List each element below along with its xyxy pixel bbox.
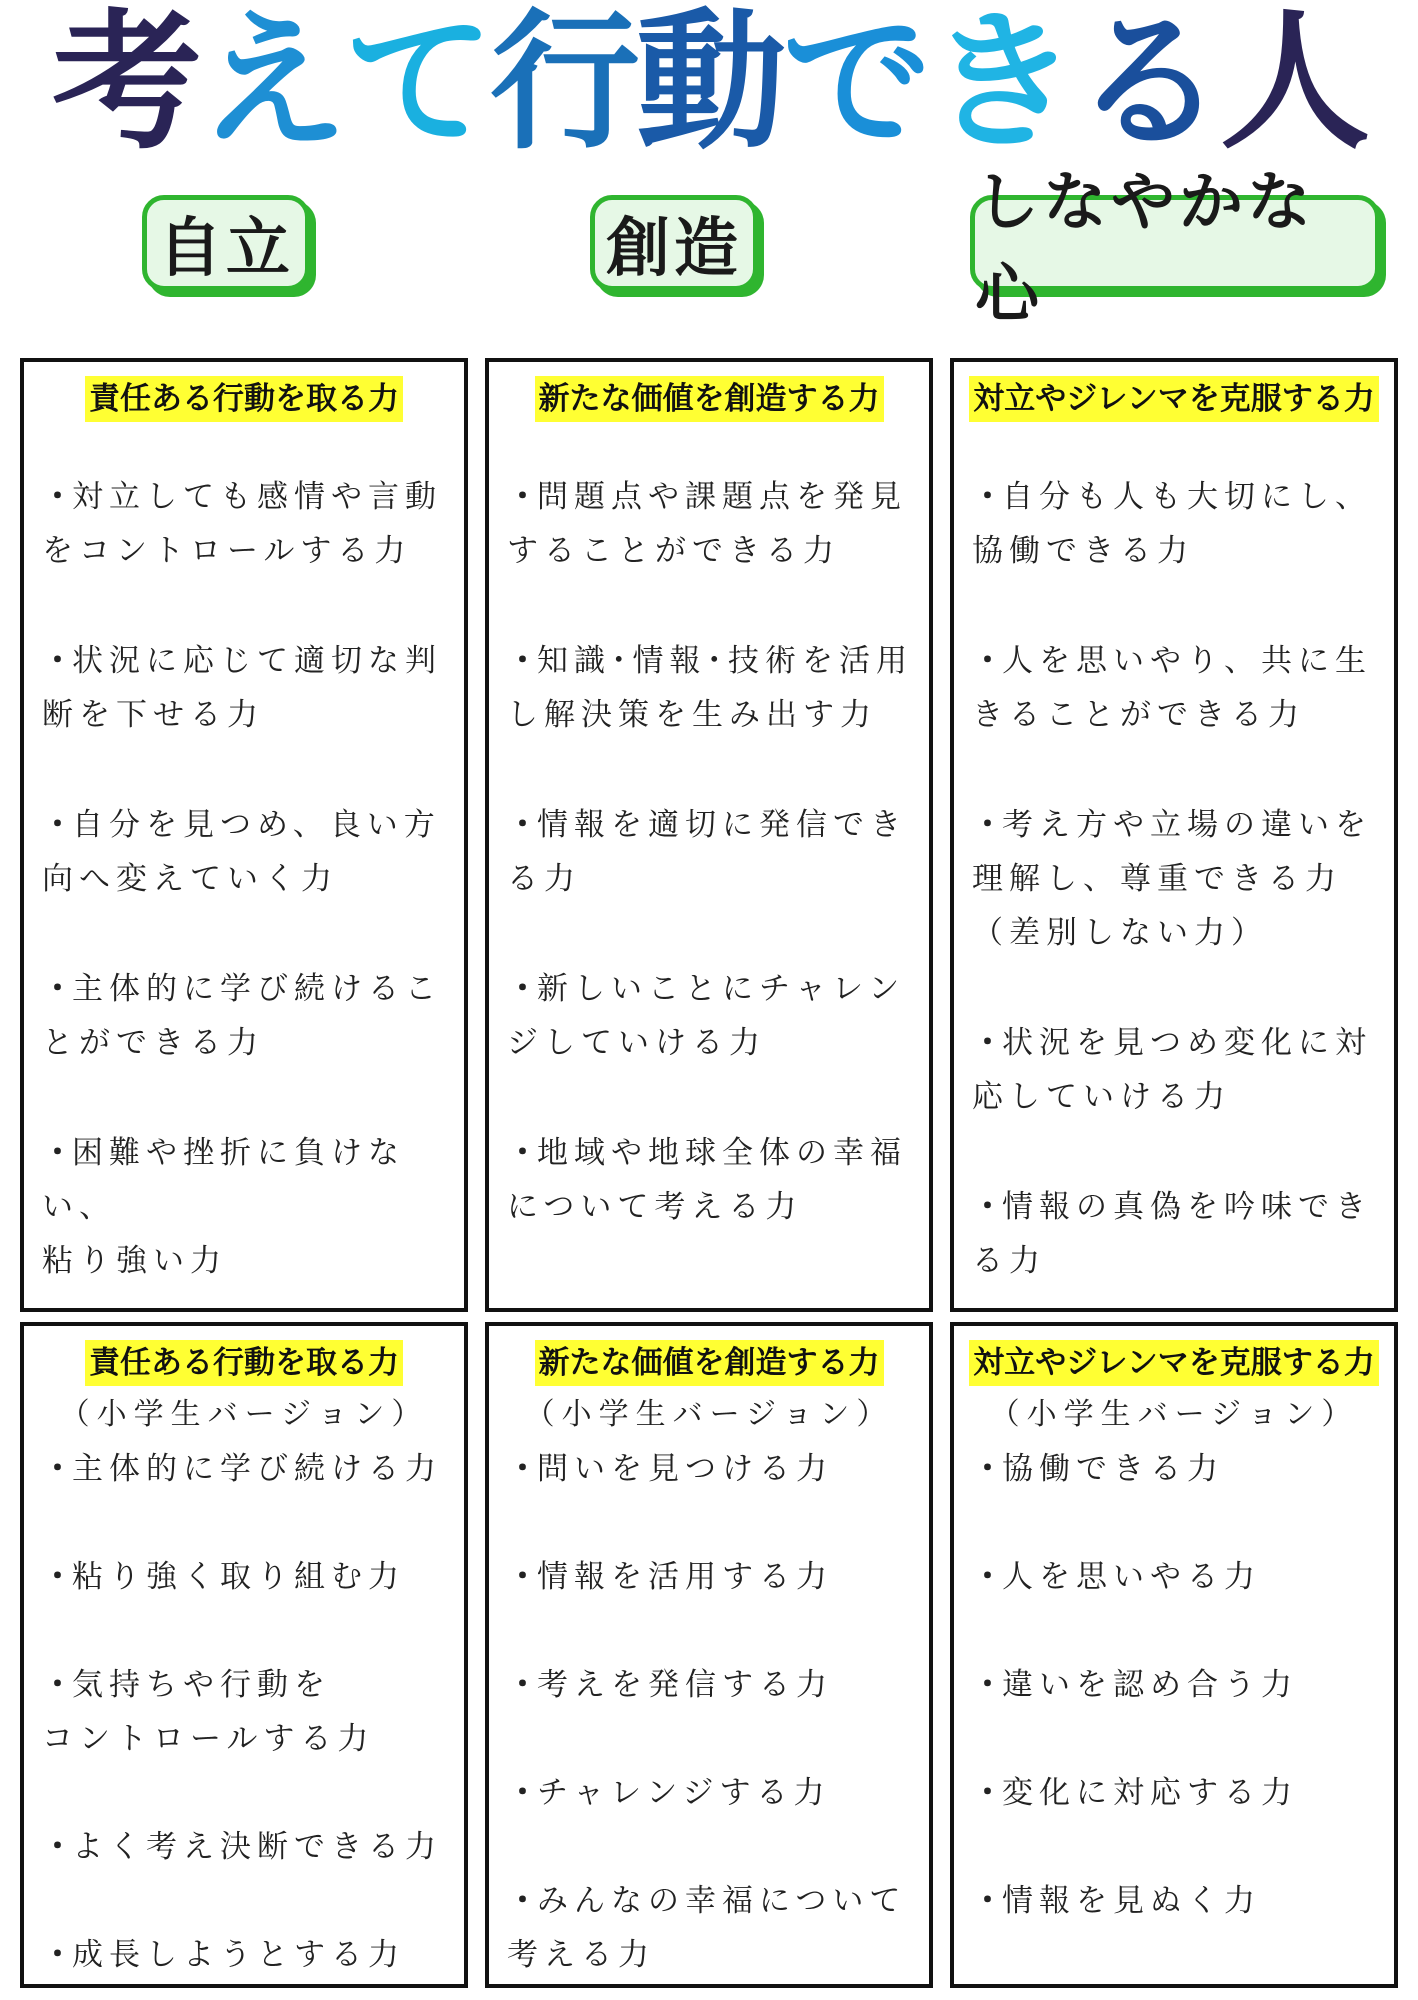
list-item: ・状況に応じて適切な判 断を下せる力 [42, 634, 448, 742]
list-item: ・よく考え決断できる力 [42, 1820, 448, 1874]
list-item: ・気持ちや行動を コントロールする力 [42, 1658, 448, 1766]
bullet: ・ [42, 1937, 79, 1973]
title-char: て [343, 0, 490, 170]
list-item: ・情報の真偽を吟味でき る力 [972, 1180, 1378, 1288]
bullet: ・ [42, 1667, 79, 1703]
bullet: ・ [507, 807, 544, 843]
list-item: ・問いを見つける力 [507, 1442, 913, 1496]
list-item: ・状況を見つめ変化に対 応していける力 [972, 1016, 1378, 1124]
ability-box-upper-2 [485, 358, 933, 1312]
list-item: ・自分も人も大切にし、 協働できる力 [972, 470, 1378, 578]
title-char: 行 [489, 0, 636, 170]
list-item: ・困難や挫折に負けない、 粘り強い力 [42, 1126, 448, 1288]
bullet: ・ [972, 1451, 1009, 1487]
title-char: で [782, 0, 929, 170]
bullet: ・ [972, 1025, 1009, 1061]
list-item: ・変化に対応する力 [972, 1766, 1378, 1820]
box-subheading: （小学生バージョン） [524, 1397, 894, 1432]
tag-shinayaka: しなやかな心 [970, 195, 1380, 291]
list-item: ・みんなの幸福について 考える力 [507, 1874, 913, 1982]
title-char: き [928, 0, 1075, 170]
ability-box-lower-2 [485, 1322, 933, 1988]
bullet: ・ [972, 479, 1009, 515]
bullet: ・ [42, 1135, 79, 1171]
box-subheading: （小学生バージョン） [989, 1397, 1359, 1432]
ability-box-lower-3 [950, 1322, 1398, 1988]
bullet: ・ [42, 1829, 79, 1865]
bullet: ・ [42, 643, 79, 679]
box-heading: 責任ある行動を取る力 [85, 1340, 403, 1386]
box-heading: 対立やジレンマを克服する力 [969, 376, 1378, 422]
box-heading: 責任ある行動を取る力 [85, 376, 403, 422]
list-item: ・違いを認め合う力 [972, 1658, 1378, 1712]
box-heading: 新たな価値を創造する力 [535, 1340, 884, 1386]
list-item: ・新しいことにチャレン ジしていける力 [507, 962, 913, 1070]
title-char: 人 [1220, 0, 1367, 170]
title-char: る [1074, 0, 1221, 170]
bullet: ・ [507, 643, 544, 679]
ability-box-lower-1 [20, 1322, 468, 1988]
list-item: ・地域や地球全体の幸福 について考える力 [507, 1126, 913, 1234]
bullet: ・ [42, 971, 79, 1007]
bullet: ・ [972, 1883, 1009, 1919]
list-item: ・主体的に学び続けるこ とができる力 [42, 962, 448, 1070]
bullet: ・ [42, 479, 79, 515]
title-char: 動 [635, 0, 782, 170]
title-char: 考 [51, 0, 198, 170]
bullet: ・ [972, 643, 1009, 679]
list-item: ・成長しようとする力 [42, 1928, 448, 1982]
list-item: ・人を思いやる力 [972, 1550, 1378, 1604]
list-item: ・情報を活用する力 [507, 1550, 913, 1604]
box-heading: 新たな価値を創造する力 [535, 376, 884, 422]
list-item: ・対立しても感情や言動 をコントロールする力 [42, 470, 448, 578]
list-item: ・チャレンジする力 [507, 1766, 913, 1820]
bullet: ・ [972, 1667, 1009, 1703]
bullet: ・ [42, 1559, 79, 1595]
bullet: ・ [507, 1667, 544, 1703]
list-item: ・問題点や課題点を発見 することができる力 [507, 470, 913, 578]
bullet: ・ [972, 1559, 1009, 1595]
list-item: ・粘り強く取り組む力 [42, 1550, 448, 1604]
bullet: ・ [507, 1883, 544, 1919]
list-item: ・協働できる力 [972, 1442, 1378, 1496]
tag-souzou: 創造 [590, 195, 758, 291]
list-item: ・考えを発信する力 [507, 1658, 913, 1712]
box-subheading: （小学生バージョン） [59, 1397, 429, 1432]
bullet: ・ [507, 1559, 544, 1595]
list-item: ・主体的に学び続ける力 [42, 1442, 448, 1496]
bullet: ・ [507, 1451, 544, 1487]
bullet: ・ [972, 1189, 1009, 1225]
list-item: ・知識･情報･技術を活用 し解決策を生み出す力 [507, 634, 913, 742]
bullet: ・ [507, 1135, 544, 1171]
page-title [0, 0, 1418, 170]
bullet: ・ [507, 479, 544, 515]
ability-box-upper-3 [950, 358, 1398, 1312]
tag-jiritsu: 自立 [142, 195, 310, 291]
box-heading: 対立やジレンマを克服する力 [969, 1340, 1378, 1386]
ability-box-upper-1 [20, 358, 468, 1312]
list-item: ・情報を見ぬく力 [972, 1874, 1378, 1928]
bullet: ・ [972, 1775, 1009, 1811]
list-item: ・情報を適切に発信でき る力 [507, 798, 913, 906]
list-item: ・考え方や立場の違いを 理解し、尊重できる力 （差別しない力） [972, 798, 1378, 960]
bullet: ・ [972, 807, 1009, 843]
bullet: ・ [42, 807, 79, 843]
list-item: ・自分を見つめ、良い方 向へ変えていく力 [42, 798, 448, 906]
bullet: ・ [507, 1775, 544, 1811]
title-char: え [197, 0, 344, 170]
bullet: ・ [507, 971, 544, 1007]
bullet: ・ [42, 1451, 79, 1487]
list-item: ・人を思いやり、共に生 きることができる力 [972, 634, 1378, 742]
